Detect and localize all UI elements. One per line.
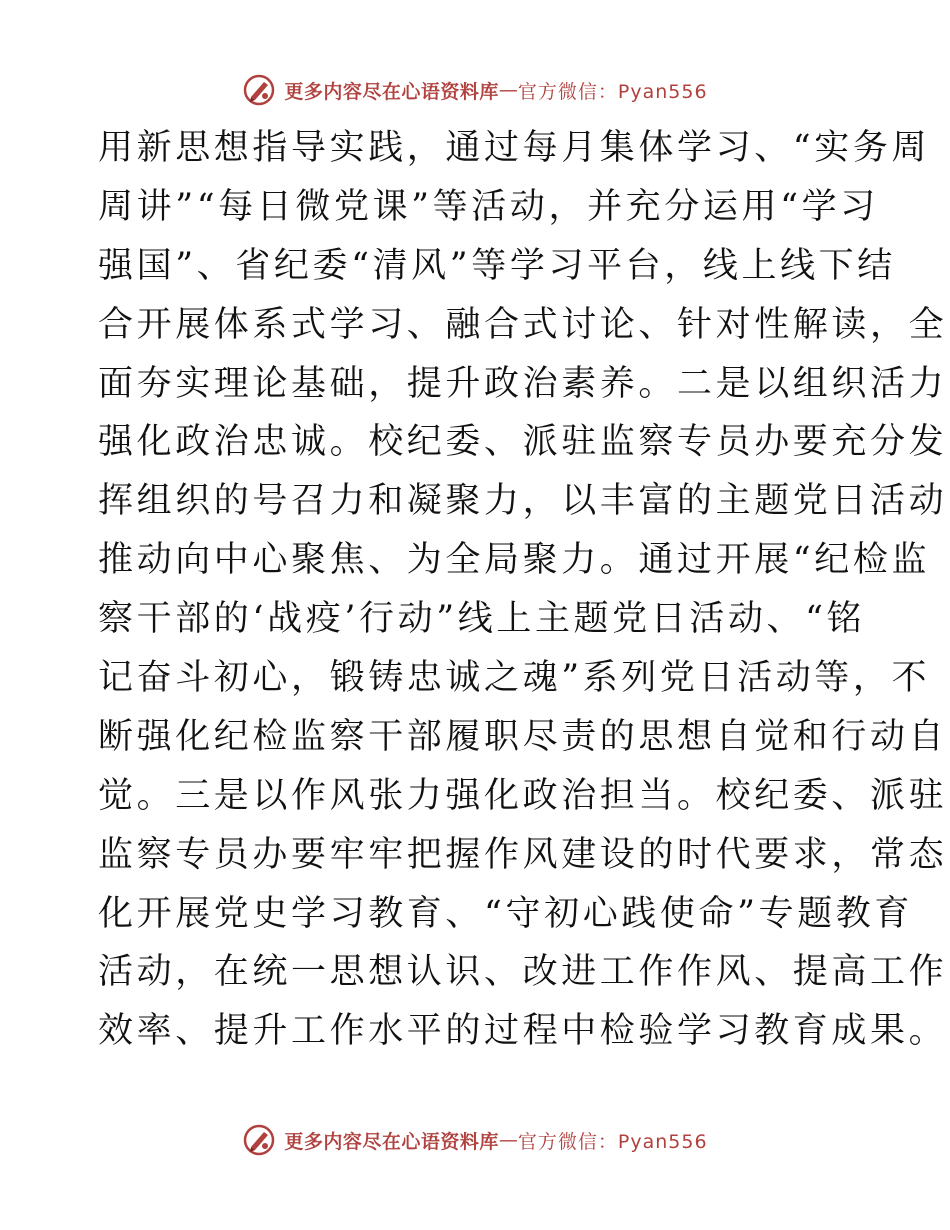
header-watermark	[0, 70, 950, 110]
body-line: 挥组织的号召力和凝聚力，以丰富的主题党日活动	[98, 481, 948, 522]
watermark-sub-text: 官方微信：Pyan556	[517, 1130, 708, 1153]
seal-pen-logo-icon	[242, 1123, 276, 1157]
body-line: 断强化纪检监察干部履职尽责的思想自觉和行动自	[98, 716, 948, 757]
body-line: 面夯实理论基础，提升政治素养。二是以组织活力	[98, 363, 948, 404]
body-line: 周讲”“每日微党课”等活动，并充分运用“学习	[98, 186, 879, 227]
body-line: 效率、提升工作水平的过程中检验学习教育成果。	[98, 1011, 948, 1052]
body-line: 监察专员办要牢牢把握作风建设的时代要求，常态	[98, 834, 948, 875]
footer-watermark	[0, 1120, 950, 1160]
body-line: 用新思想指导实践，通过每月集体学习、“实务周	[98, 128, 931, 168]
body-line: 活动，在统一思想认识、改进工作作风、提高工作	[98, 952, 948, 993]
watermark-sub-text: 官方微信：Pyan556	[517, 80, 708, 103]
body-line: 化开展党史学习教育、“守初心践使命”专题教育	[98, 893, 913, 934]
body-line: 记奋斗初心，锻铸忠诚之魂”系列党日活动等，不	[98, 658, 931, 699]
body-line: 强化政治忠诚。校纪委、派驻监察专员办要充分发	[98, 422, 948, 463]
body-line: 合开展体系式学习、融合式讨论、针对性解读，全	[98, 304, 948, 345]
watermark-main-text: 更多内容尽在心语资料库	[284, 80, 499, 103]
body-line: 察干部的‘战疫’行动”线上主题党日活动、“铭	[98, 599, 866, 640]
watermark-main-text: 更多内容尽在心语资料库	[284, 1130, 499, 1153]
document-body	[98, 119, 948, 1061]
watermark-separator: —	[498, 79, 518, 101]
body-line: 强国”、省纪委“清风”等学习平台，线上线下结	[98, 245, 896, 286]
seal-pen-logo-icon	[242, 73, 276, 107]
watermark-separator: —	[498, 1129, 518, 1151]
body-line: 觉。三是以作风张力强化政治担当。校纪委、派驻	[98, 775, 948, 816]
body-line: 推动向中心聚焦、为全局聚力。通过开展“纪检监	[98, 540, 931, 581]
